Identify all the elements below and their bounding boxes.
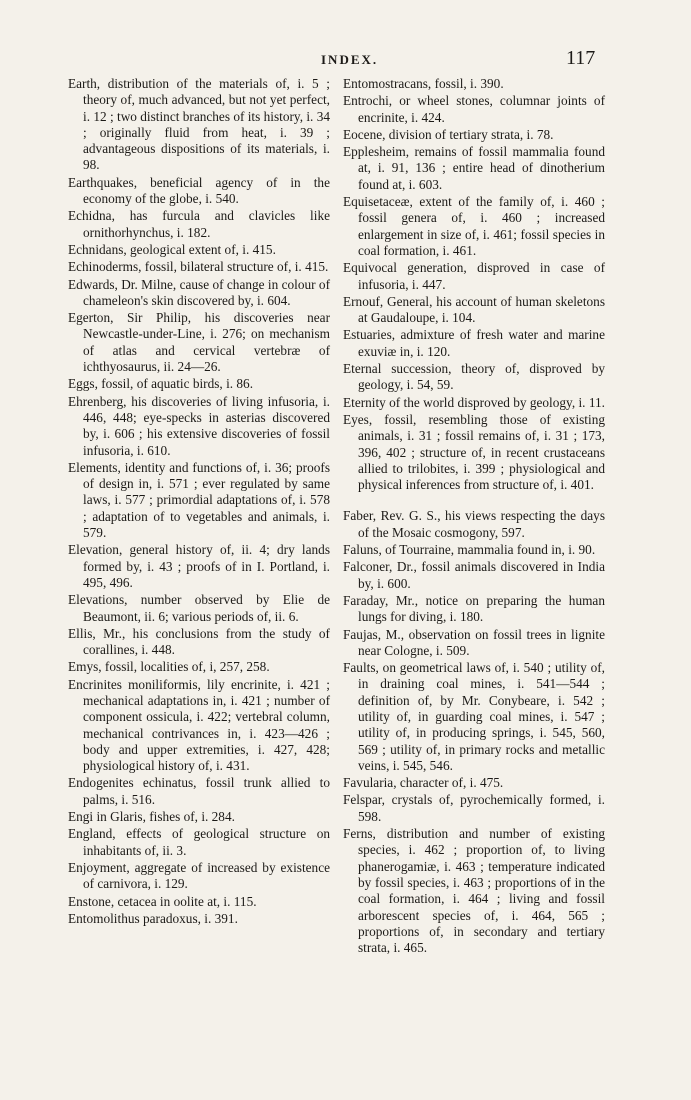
index-entry: Eternity of the world disproved by geology, i. 11. <box>343 394 605 410</box>
index-entry: Faults, on geometrical laws of, i. 540 ; utility of, in draining coal mines, i. 541—544 ; definition of, by Mr. Conybeare, i. 542 ; utility of, in guarding coal mines, i. 547 ; utility of, in producing springs, i. 545, 560, 569 ; utility of, in primary rocks and metallic veins, i. 545, 546. <box>343 660 605 773</box>
index-entry: Earthquakes, beneficial agency of in the economy of the globe, i. 540. <box>68 174 330 207</box>
index-entry: Elements, identity and functions of, i. 36; proofs of design in, i. 571 ; ever regulated by same laws, i. 577 ; primordial adaptations of, i. 578 ; adaptation of to vegetables and animals, i. 579. <box>68 459 330 541</box>
index-entry: Eternal succession, theory of, disproved by geology, i. 54, 59. <box>343 361 605 393</box>
index-entry: Elevation, general history of, ii. 4; dry lands formed by, i. 43 ; proofs of in I. Portland, i. 495, 496. <box>68 542 330 590</box>
index-entry: Ernouf, General, his account of human skeletons at Gaudaloupe, i. 104. <box>343 293 605 326</box>
index-entry: Faluns, of Tourraine, mammalia found in, i. 90. <box>343 542 596 558</box>
index-entry: Echinoderms, fossil, bilateral structure of, i. 415. <box>68 259 329 275</box>
index-entry: Edwards, Dr. Milne, cause of change in colour of chameleon's skin discovered by, i. 604. <box>68 276 330 308</box>
index-entry: Entrochi, or wheel stones, columnar joints of encrinite, i. 424. <box>343 93 605 125</box>
index-entry: Equisetaceæ, extent of the family of, i. 460 ; fossil genera of, i. 460 ; increased enlargement in size of, i. 461; fossil species in coal formation, i. 461. <box>343 194 605 258</box>
index-entry: Earth, distribution of the materials of, i. 5 ; theory of, much advanced, but not yet perfect, i. 12 ; two distinct branches of its history, i. 34 ; originally fluid from heat, i. 39 ; advantageous dispositions of its materials, i. 98. <box>68 76 330 173</box>
index-entry: Eocene, division of tertiary strata, i. 78. <box>343 126 554 142</box>
index-entry: Epplesheim, remains of fossil mammalia found at, i. 91, 136 ; entire head of dinotherium found at, i. 603. <box>343 144 605 192</box>
index-entry: Favularia, character of, i. 475. <box>343 775 504 791</box>
index-entry: Eggs, fossil, of aquatic birds, i. 86. <box>68 376 254 392</box>
index-entry: England, effects of geological structure on inhabitants of, ii. 3. <box>68 826 330 858</box>
index-entry: Ferns, distribution and number of existing species, i. 462 ; proportion of, to living phanerogamiæ, i. 463 ; temperature indicated by fossil species, i. 463 ; proportions of in the coal formation, i. 464 ; living and fossil arborescent species of, i. 464, 565 ; proportions of, in secondary and tertiary strata, i. 465. <box>343 826 605 956</box>
running-head <box>0 47 691 72</box>
index-entry: Faujas, M., observation on fossil trees in lignite near Cologne, i. 509. <box>343 626 605 658</box>
index-entry: Endogenites echinatus, fossil trunk allied to palms, i. 516. <box>68 775 330 807</box>
index-entry: Faraday, Mr., notice on preparing the human lungs for diving, i. 180. <box>343 592 605 625</box>
index-entry: Echnidans, geological extent of, i. 415. <box>68 241 276 257</box>
index-entry: Engi in Glaris, fishes of, i. 284. <box>68 809 235 825</box>
index-entry: Enjoyment, aggregate of increased by existence of carnivora, i. 129. <box>68 859 330 892</box>
index-entry: Falconer, Dr., fossil animals discovered in India by, i. 600. <box>343 559 605 591</box>
left-column <box>68 76 330 928</box>
index-entry: Equivocal generation, disproved in case of infusoria, i. 447. <box>343 260 605 292</box>
index-entry: Entomolithus paradoxus, i. 391. <box>68 910 238 926</box>
index-entry: Faber, Rev. G. S., his views respecting the days of the Mosaic cosmogony, 597. <box>343 508 605 540</box>
index-entry: Entomostracans, fossil, i. 390. <box>343 76 504 91</box>
index-entry: Elevations, number observed by Elie de Beaumont, ii. 6; various periods of, ii. 6. <box>68 592 330 624</box>
index-entry: Enstone, cetacea in oolite at, i. 115. <box>68 893 257 909</box>
index-entry: Ellis, Mr., his conclusions from the study of corallines, i. 448. <box>68 625 330 658</box>
index-entry: Encrinites moniliformis, lily encrinite, i. 421 ; mechanical adaptations in, i. 421 ; number of component ossicula, i. 422; vertebral column, mechanical contrivances in, i. 423—426 ; body and upper extremities, i. 427, 428; physiological history of, i. 431. <box>68 676 330 774</box>
index-entry: Echidna, has furcula and clavicles like ornithorhynchus, i. 182. <box>68 208 330 240</box>
index-entry: Eyes, fossil, resembling those of existing animals, i. 31 ; fossil remains of, i. 31 ; 173, 396, 402 ; structure of, in recent crustaceans allied to trilobites, i. 399 ; physiological and physical inferences from structure of, i. 401. <box>343 411 605 493</box>
index-entry: Felspar, crystals of, pyrochemically formed, i. 598. <box>343 792 605 824</box>
right-column <box>343 76 605 957</box>
page-title: INDEX. <box>321 52 379 67</box>
index-entry: Ehrenberg, his discoveries of living infusoria, i. 446, 448; eye-specks in asterias discovered by, i. 606 ; his extensive discoveries of fossil infusoria, i. 610. <box>68 393 330 458</box>
index-entry: Emys, fossil, localities of, i, 257, 258. <box>68 659 270 675</box>
index-entry: Estuaries, admixture of fresh water and marine exuviæ in, i. 120. <box>343 327 605 359</box>
index-entry: Egerton, Sir Philip, his discoveries near Newcastle-under-Line, i. 276; on mechanism of atlas and cervical vertebræ of ichthyosaurus, ii. 24—26. <box>68 310 330 375</box>
page-number: 117 <box>566 47 596 69</box>
